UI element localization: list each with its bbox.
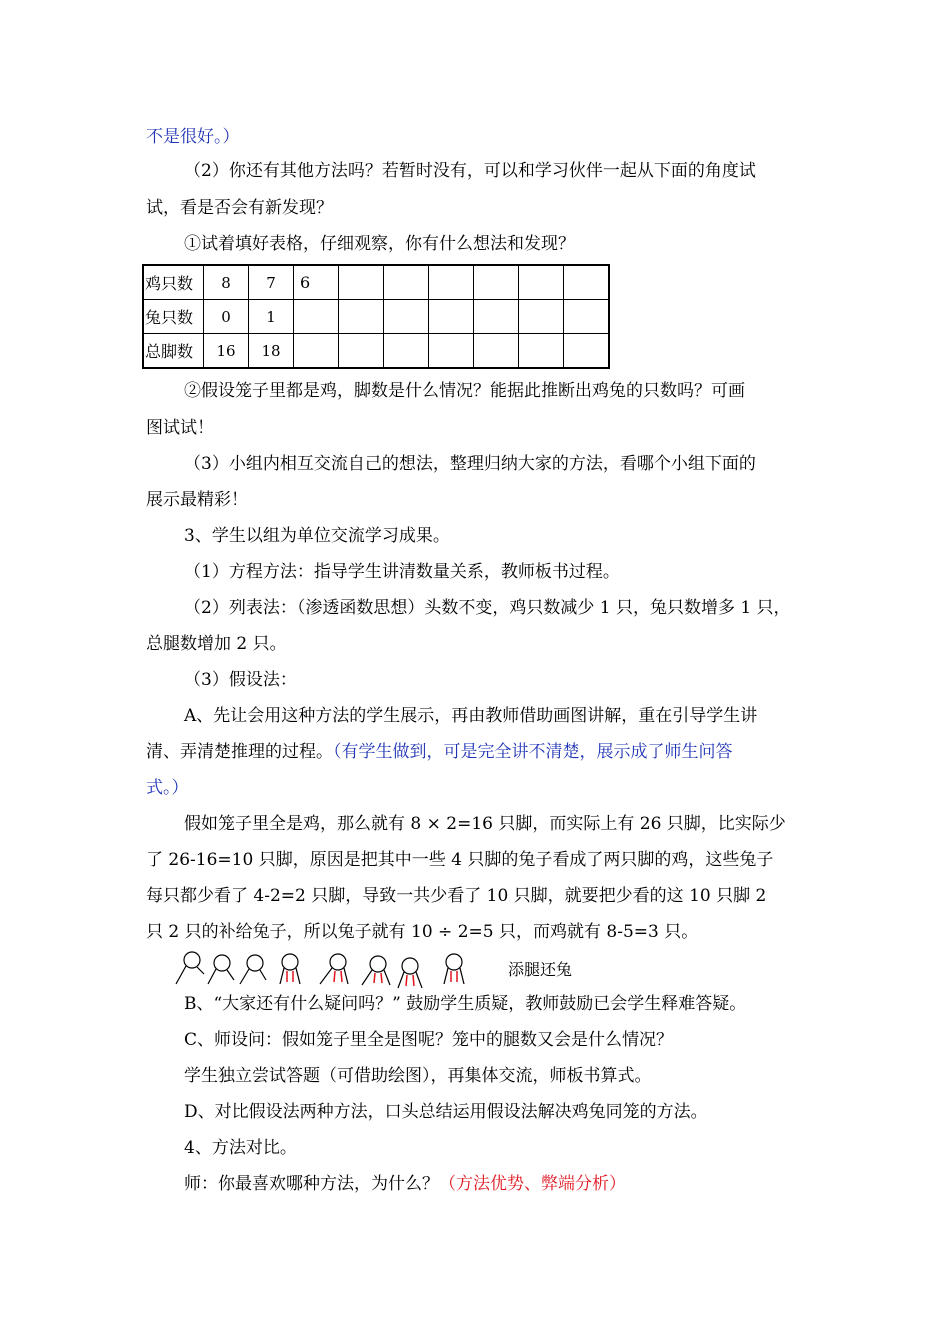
table-cell xyxy=(564,300,610,334)
paragraph-line: ①试着填好表格，仔细观察，你有什么想法和发现？ xyxy=(184,234,575,254)
section-heading: 4、方法对比。 xyxy=(184,1138,297,1158)
paragraph-line: 试，看是否会有新发现？ xyxy=(146,198,333,218)
chicken-figure xyxy=(240,955,266,984)
table-cell xyxy=(339,334,384,369)
paragraph-line: D、对比假设法两种方法，口头总结运用假设法解决鸡兔同笼的方法。 xyxy=(184,1102,708,1122)
table-cell xyxy=(294,300,339,334)
table-cell: 6 xyxy=(294,265,339,300)
paragraph-line: C、师设问：假如笼子里全是图呢？笼中的腿数又会是什么情况？ xyxy=(184,1030,674,1050)
table-cell xyxy=(564,265,610,300)
paragraph-line: ②假设笼子里都是鸡，脚数是什么情况？能据此推断出鸡兔的只数吗？可画 xyxy=(184,381,745,401)
table-cell xyxy=(474,300,519,334)
table-cell xyxy=(339,300,384,334)
paragraph-line: （3）小组内相互交流自己的想法，整理归纳大家的方法，看哪个小组下面的 xyxy=(184,454,756,474)
rabbit-figure xyxy=(320,954,348,984)
paragraph-line: 学生独立尝试答题（可借助绘图），再集体交流，师板书算式。 xyxy=(184,1066,652,1086)
table-cell xyxy=(564,334,610,369)
chicken-rabbit-table xyxy=(142,264,610,369)
paragraph-line: （2）你还有其他方法吗？若暂时没有，可以和学习伙伴一起从下面的角度试 xyxy=(184,161,756,181)
teacher-comment: （有学生做到，可是完全讲不清楚，展示成了师生问答 xyxy=(333,742,733,762)
figure-caption: 添腿还兔 xyxy=(508,960,573,979)
section-heading: 3、学生以组为单位交流学习成果。 xyxy=(184,526,450,546)
table-cell xyxy=(384,265,429,300)
teacher-comment: 不是很好。） xyxy=(146,127,240,147)
paragraph-line: 只 2 只的补给兔子，所以兔子就有 10 ÷ 2=5 只，而鸡就有 8-5=3 只。 xyxy=(146,922,699,942)
rabbit-figure xyxy=(444,954,464,984)
row-header: 鸡只数 xyxy=(143,265,204,300)
paragraph-line: （2）列表法：（渗透函数思想）头数不变，鸡只数减少 1 只，兔只数增多 1 只， xyxy=(184,598,791,618)
rabbit-figure xyxy=(280,954,300,984)
paragraph-line: 总腿数增加 2 只。 xyxy=(146,634,287,654)
paragraph-line xyxy=(146,740,733,764)
table-cell xyxy=(429,334,474,369)
row-header: 兔只数 xyxy=(143,300,204,334)
chicken-figure xyxy=(176,952,204,984)
table-cell xyxy=(384,334,429,369)
table-cell xyxy=(339,265,384,300)
paragraph-line: 了 26-16=10 只脚，原因是把其中一些 4 只脚的兔子看成了两只脚的鸡，这些兔子 xyxy=(146,850,774,870)
table-row xyxy=(143,265,609,300)
rabbit-figure xyxy=(398,958,422,988)
teacher-comment: （方法优势、弊端分析） xyxy=(439,1174,626,1194)
table-cell xyxy=(429,265,474,300)
table-cell: 8 xyxy=(204,265,249,300)
row-header: 总脚数 xyxy=(143,334,204,369)
chicken-figure xyxy=(208,955,234,984)
table-cell: 0 xyxy=(204,300,249,334)
paragraph-line: 假如笼子里全是鸡，那么就有 8 × 2=16 只脚，而实际上有 26 只脚，比实际少 xyxy=(184,814,786,834)
table-cell xyxy=(474,265,519,300)
table-cell xyxy=(519,334,564,369)
paragraph-text: 清、弄清楚推理的过程。 xyxy=(146,742,333,762)
paragraph-text: 师：你最喜欢哪种方法，为什么？ xyxy=(184,1174,439,1194)
teacher-comment: 式。） xyxy=(146,778,189,798)
paragraph-line: （1）方程方法：指导学生讲清数量关系，教师板书过程。 xyxy=(184,562,620,582)
table-cell xyxy=(429,300,474,334)
paragraph-line: 展示最精彩！ xyxy=(146,490,248,510)
paragraph-line: 每只都少看了 4-2=2 只脚，导致一共少看了 10 只脚，就要把少看的这 10 只脚 2 xyxy=(146,886,767,906)
table-cell xyxy=(294,334,339,369)
table-cell xyxy=(384,300,429,334)
paragraph-line: 图试试！ xyxy=(146,418,214,438)
table-cell xyxy=(474,334,519,369)
add-legs-figure xyxy=(170,950,490,995)
paragraph-line: A、先让会用这种方法的学生展示，再由教师借助画图讲解，重在引导学生讲 xyxy=(184,706,758,726)
table-cell: 16 xyxy=(204,334,249,369)
paragraph-line: （3）假设法： xyxy=(184,670,297,690)
paragraph-line xyxy=(184,1172,626,1196)
paragraph-line: B、“大家还有什么疑问吗？” 鼓励学生质疑，教师鼓励已会学生释难答疑。 xyxy=(184,994,747,1014)
table-row xyxy=(143,334,609,369)
table-cell: 1 xyxy=(249,300,294,334)
table-cell xyxy=(519,265,564,300)
rabbit-figure xyxy=(362,956,390,985)
table-cell: 7 xyxy=(249,265,294,300)
table-cell xyxy=(519,300,564,334)
table-cell: 18 xyxy=(249,334,294,369)
table-row xyxy=(143,300,609,334)
